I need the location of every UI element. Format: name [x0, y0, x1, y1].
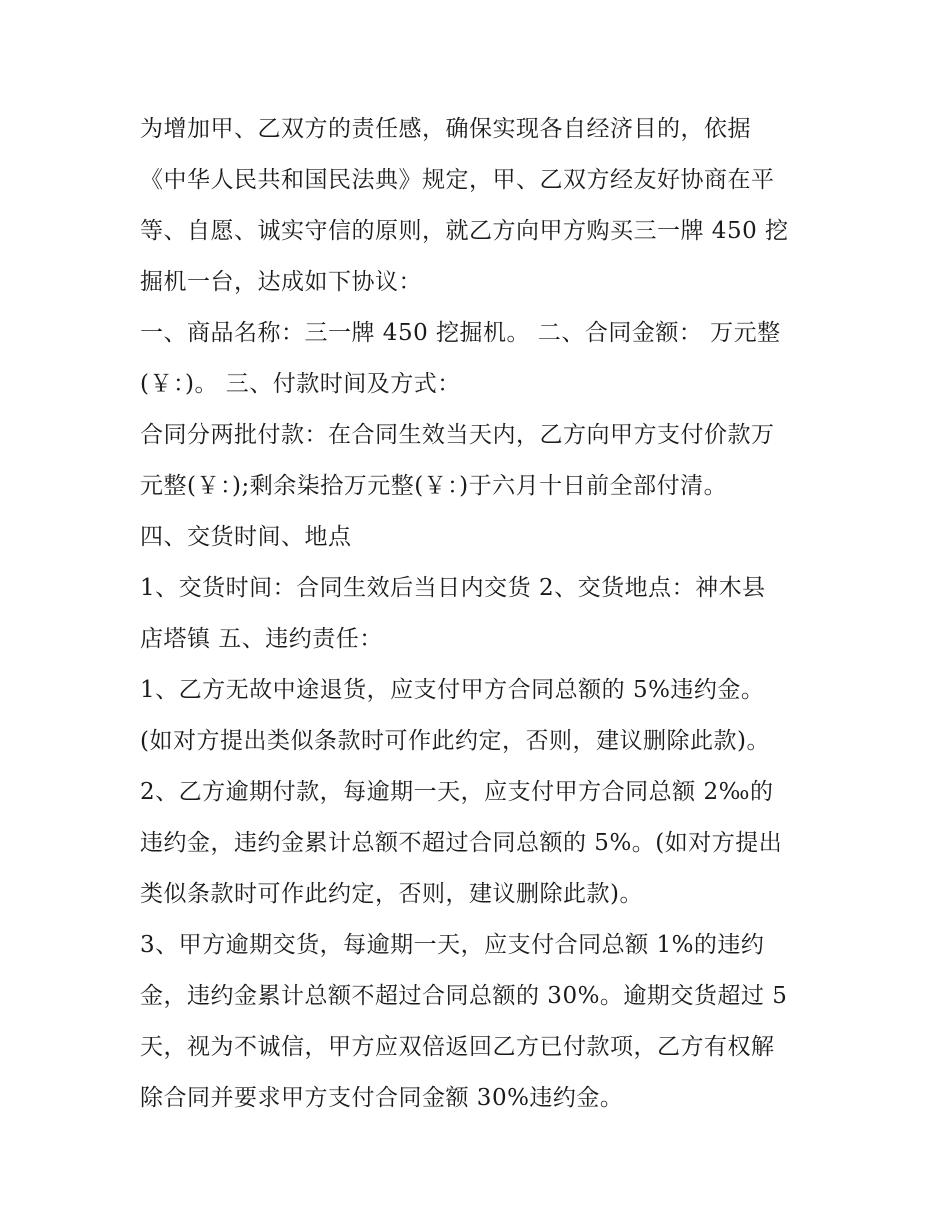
text-line: 1、交货时间：合同生效后当日内交货 2、交货地点：神木县	[140, 575, 766, 601]
text-line: 元整(￥：);剩余柒拾万元整(￥：)于六月十日前全部付清。	[140, 473, 728, 499]
text-line: 金，违约金累计总额不超过合同总额的 30%。逾期交货超过 5	[140, 983, 788, 1009]
text-line: 除合同并要求甲方支付合同金额 30%违约金。	[140, 1085, 624, 1111]
text-line: 3、甲方逾期交货，每逾期一天，应支付合同总额 1%的违约	[140, 932, 765, 958]
text-line: 《中华人民共和国民法典》规定，甲、乙双方经友好协商在平	[140, 167, 775, 193]
text-line: (￥：)。 三、付款时间及方式：	[140, 371, 461, 397]
text-line: 一、商品名称：三一牌 450 挖掘机。 二、合同金额： 万元整	[140, 320, 781, 346]
text-line: 1、乙方无故中途退货，应支付甲方合同总额的 5%违约金。	[140, 677, 765, 703]
text-line: 2、乙方逾期付款，每逾期一天，应支付甲方合同总额 2‰的	[140, 779, 774, 805]
text-line: 掘机一台，达成如下协议：	[140, 269, 422, 295]
contract-body	[140, 104, 820, 1124]
text-line: 为增加甲、乙双方的责任感，确保实现各自经济目的，依据	[140, 116, 751, 142]
text-line: (如对方提出类似条款时可作此约定，否则，建议删除此款)。	[140, 728, 770, 754]
section-heading: 四、交货时间、地点	[140, 524, 352, 550]
text-line: 合同分两批付款：在合同生效当天内，乙方向甲方支付价款万	[140, 422, 775, 448]
text-line: 天，视为不诚信，甲方应双倍返回乙方已付款项，乙方有权解	[140, 1034, 775, 1060]
text-line: 类似条款时可作此约定，否则，建议删除此款)。	[140, 881, 643, 907]
text-line: 违约金，违约金累计总额不超过合同总额的 5%。(如对方提出	[140, 830, 783, 856]
text-line: 等、自愿、诚实守信的原则，就乙方向甲方购买三一牌 450 挖	[140, 218, 789, 244]
text-line: 店塔镇 五、违约责任：	[140, 626, 383, 652]
